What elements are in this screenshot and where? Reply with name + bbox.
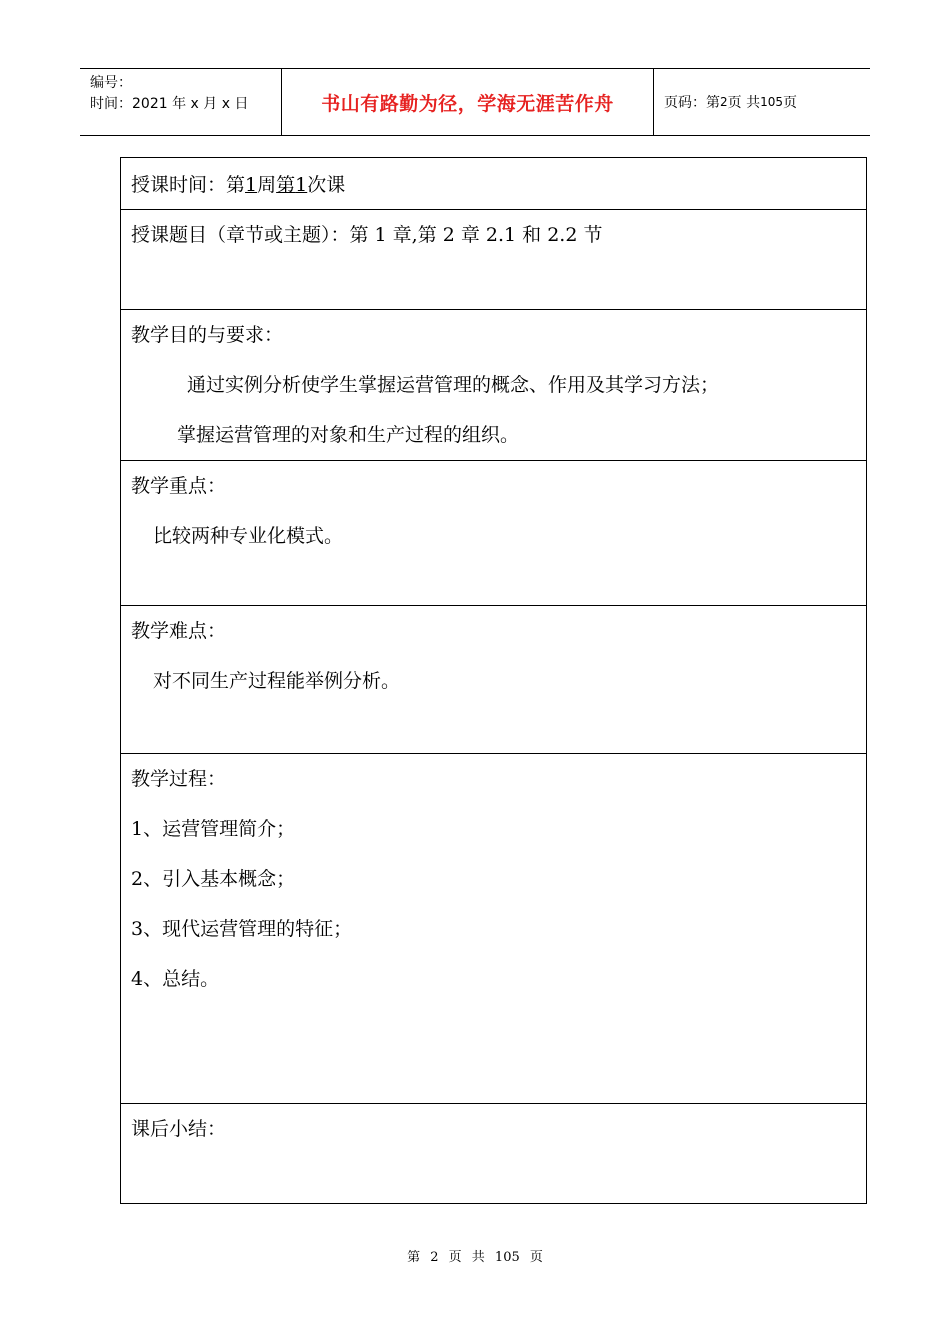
summary-heading: 课后小结： xyxy=(131,1118,227,1140)
motto-text: 书山有路勤为径，学海无涯苦作舟 xyxy=(321,92,614,115)
lesson-plan-table xyxy=(120,157,867,1204)
teaching-time: 授课时间：第1周第1次课 xyxy=(131,174,346,196)
process-row xyxy=(121,754,866,1104)
difficulties-text: 对不同生产过程能举例分析。 xyxy=(153,670,401,692)
header-page-info xyxy=(654,69,870,135)
objective-item: 通过实例分析使学生掌握运营管理的概念、作用及其学习方法； xyxy=(187,374,720,396)
page-prefix: 页码：第 xyxy=(664,95,720,111)
week-number: 1 xyxy=(245,174,258,196)
process-heading: 教学过程： xyxy=(131,768,227,790)
page-number: 2 xyxy=(720,95,728,109)
summary-row xyxy=(121,1104,866,1203)
objective-item: 掌握运营管理的对象和生产过程的组织。 xyxy=(177,424,520,446)
topic-row xyxy=(121,210,866,310)
session-number: 1 xyxy=(295,174,308,196)
difficulties-heading: 教学难点： xyxy=(131,620,227,642)
header-meta xyxy=(80,69,282,135)
page-suffix: 页 xyxy=(783,95,797,111)
topic-text: 授课题目（章节或主题）：第 1 章,第 2 章 2.1 和 2.2 节 xyxy=(131,224,603,246)
key-points-row xyxy=(121,461,866,606)
page-mid: 页 共 xyxy=(727,95,761,111)
process-item: 3、现代运营管理的特征； xyxy=(131,918,353,940)
page-header xyxy=(80,68,870,136)
page-footer: 第 2 页 共 105 页 xyxy=(407,1250,543,1265)
objectives-row xyxy=(121,310,866,461)
difficulties-row xyxy=(121,606,866,754)
process-item: 4、总结。 xyxy=(131,968,220,990)
process-item: 1、运营管理简介； xyxy=(131,818,296,840)
header-motto xyxy=(282,69,654,135)
document-time: 时间：2021 年 x 月 x 日 xyxy=(90,96,249,112)
key-points-heading: 教学重点： xyxy=(131,475,227,497)
objectives-heading: 教学目的与要求： xyxy=(131,324,284,346)
page-total: 105 xyxy=(760,95,783,109)
key-points-text: 比较两种专业化模式。 xyxy=(153,525,344,547)
teaching-time-row xyxy=(121,158,866,210)
document-number-label: 编号： xyxy=(90,75,132,91)
process-item: 2、引入基本概念； xyxy=(131,868,296,890)
